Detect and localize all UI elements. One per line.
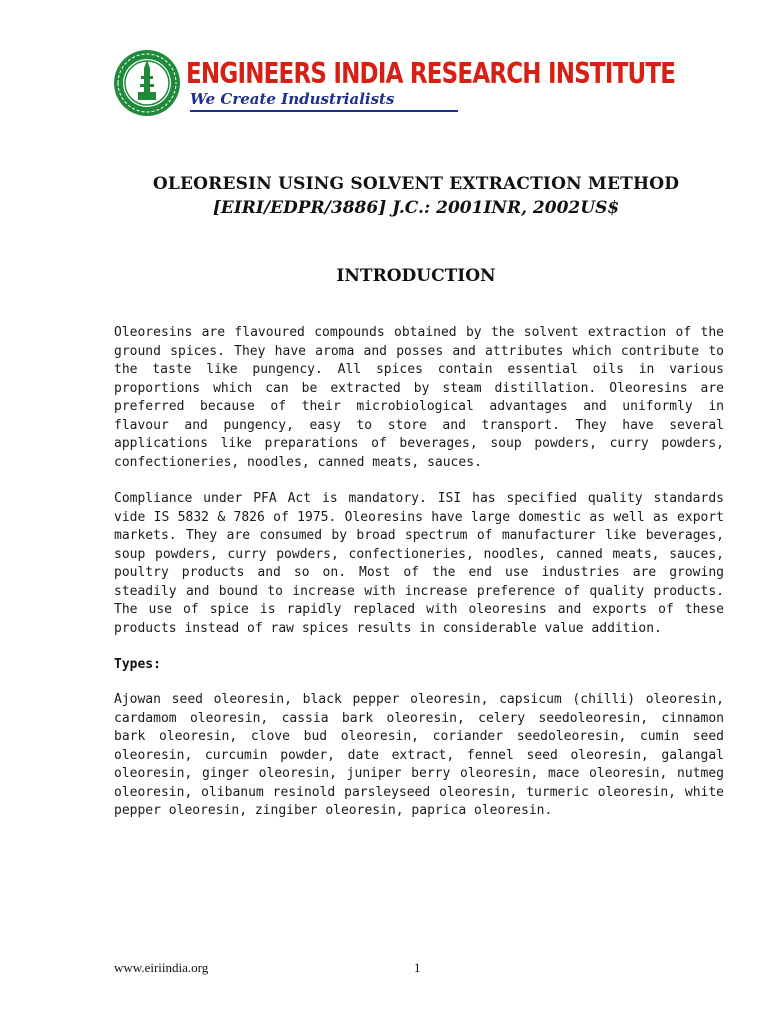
- organization-name: ENGINEERS INDIA RESEARCH INSTITUTE: [186, 58, 676, 91]
- document-title: OLEORESIN USING SOLVENT EXTRACTION METHOD: [152, 174, 680, 194]
- document-reference: [EIRI/EDPR/3886] J.C.: 2001INR, 2002US$: [212, 198, 620, 218]
- eiri-logo-icon: [112, 48, 182, 118]
- paragraph-types: Ajowan seed oleoresin, black pepper oleoresin, capsicum (chilli) oleoresin, cardamom oleoresin, cassia bark oleoresin, celery seedoleoresin, cinnamon bark oleoresin, clove bud oleoresin, coriander seedoleoresin, cumin seed oleoresin, curcumin powder, date extract, fennel seed oleoresin, galangal oleoresin, ginger oleoresin, juniper berry oleoresin, mace oleoresin, nutmeg oleoresin, olibanum resinold parsleyseed oleoresin, turmeric oleoresin, white pepper oleoresin, zingiber oleoresin, paprica oleoresin.: [114, 692, 724, 818]
- paragraph-compliance: Compliance under PFA Act is mandatory. ISI has specified quality standards vide IS 5832 & 7826 of 1975. Oleoresins have large domestic as well as export markets. They are consumed by broad spectrum of manufacturer like beverages, soup powders, curry powders, confectioneries, noodles, canned meats, sauces, poultry products and so on. Most of the end use industries are growing steadily and bound to increase with increase preference of quality products. The use of spice is rapidly replaced with oleoresins and exports of these products instead of raw spices results in considerable value addition.: [114, 491, 724, 636]
- organization-tagline: We Create Industrialists: [190, 90, 395, 108]
- document-body: [114, 324, 724, 839]
- page-number: 1: [414, 960, 421, 975]
- footer-website-link[interactable]: www.eiriindia.org: [114, 960, 209, 975]
- section-heading: INTRODUCTION: [336, 266, 496, 286]
- document-title-block: [0, 174, 768, 218]
- paragraph-introduction: Oleoresins are flavoured compounds obtained by the solvent extraction of the ground spices. They have aroma and posses and attributes which contribute to the taste like pungency. All spices contain essential oils in various proportions which can be extracted by steam distillation. Oleoresins are preferred because of their microbiological advantages and uniformly in flavour and pungency, easy to store and transport. They have several applications like preparations of beverages, soup powders, curry powders, confectioneries, noodles, canned meats, sauces.: [114, 325, 724, 470]
- document-header: [112, 44, 676, 124]
- tagline-underline: [190, 110, 458, 112]
- types-label: Types:: [114, 657, 161, 672]
